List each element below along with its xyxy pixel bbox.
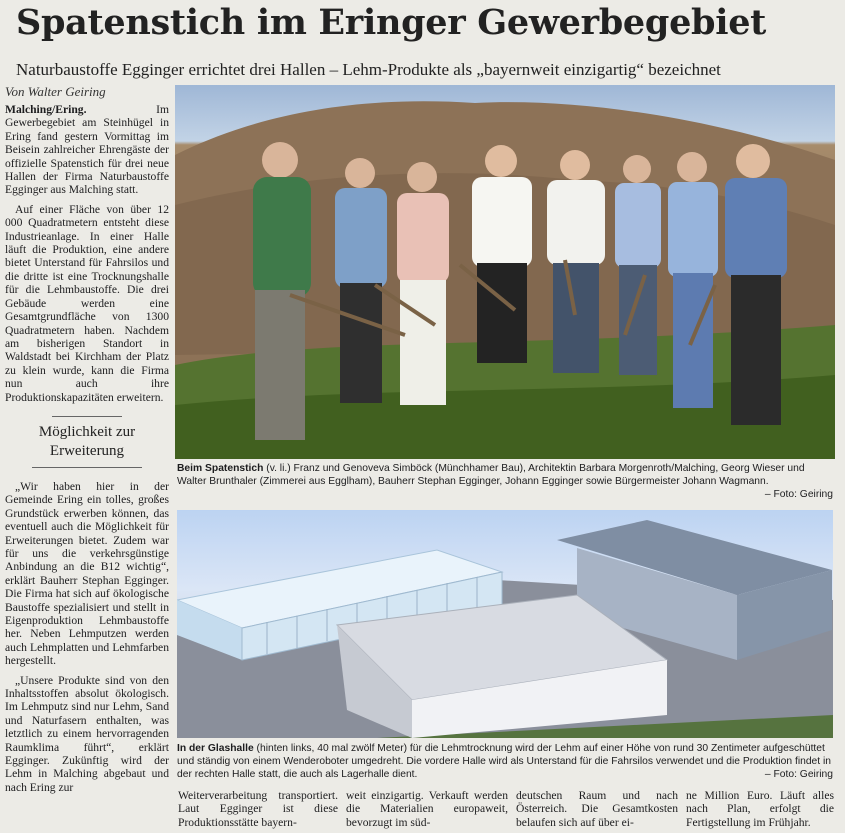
- article-paragraph: „Wir haben hier in der Gemeinde Ering ein tolles, großes Grundstück erwerben können, das eventuell auch die Möglichkeit für Erweiterungen bietet. Zudem war für uns die verkehrsgünstige Anbindung an die B12 wichtig“, erklärt Bauherr Stephan Egginger. Die Firma hat sich auf ökologische Baustoffe spezialisiert und stellt in Eigenproduktion Lehmbaustoffe her. Neben Lehmputzen werden auch Lehmplatten und Lehmfarben hergestellt.: [5, 479, 169, 668]
- subheadline: Naturbaustoffe Egginger errichtet drei Hallen – Lehm-Produkte als „bayernweit einzigartig“ bezeichnet: [16, 60, 721, 79]
- groundbreaking-photo: [175, 85, 835, 459]
- dateline: Malching/Ering.: [5, 103, 87, 116]
- article-paragraph: [5, 103, 169, 197]
- article-continuation-4: ne Million Euro. Läuft alles nach Plan, erfolgt die Fertigstellung im Frühjahr.: [686, 789, 834, 829]
- groundbreaking-scene: [175, 85, 835, 459]
- paragraph-text: Im Gewerbegebiet am Steinhügel in Ering fand gestern Vormittag im Beisein zahlreicher Ehrengäste der offizielle Spatenstich für drei neue Hallen der Firma Naturbaustoffe Egginger aus Malching statt.: [5, 103, 169, 197]
- caption-text: (hinten links, 40 mal zwölf Meter) für die Lehmtrocknung wird der Lehm auf einer Höhe von rund 30 Zentimeter aufgeschüttet und ständig von einem Wenderoboter umgedreht. Die vordere Halle wird als Unterstand für die Fahrsilos verwendet und die Produktion findet in der rechten Halle statt, die auch als Lagerhalle dient.: [177, 743, 832, 780]
- headline: Spatenstich im Eringer Gewerbegebiet: [16, 2, 767, 43]
- byline: Von Walter Geiring: [5, 84, 106, 99]
- article-continuation-2: weit einzigartig. Verkauft werden die Materialien europaweit, bevorzugt im süd-: [346, 789, 508, 829]
- person: [668, 152, 718, 408]
- person: [253, 142, 311, 440]
- person: [335, 158, 387, 403]
- caption-text: (v. li.) Franz und Genoveva Simböck (Münchhamer Bau), Architektin Barbara Morgenroth/Malching, Georg Wieser und Walter Brunthaler (Zimmerei aus Egglham), Bauherr Stephan Egginger, Johann Egginger sowie Bürgermeister Johann Wagmann.: [177, 463, 805, 487]
- article-continuation-1: Weiterverarbeitung transportiert. Laut Egginger ist diese Produktionsstätte bayern-: [178, 789, 338, 829]
- photo-credit: – Foto: Geiring: [764, 489, 833, 500]
- site-rendering-image: [177, 510, 833, 738]
- photo-credit: – Foto: Geiring: [764, 769, 833, 780]
- caption-lead: In der Glashalle: [177, 743, 254, 754]
- subheading-block: [5, 416, 169, 468]
- hall-rendering: [177, 510, 833, 738]
- photo-caption-1: [177, 462, 833, 501]
- person: [725, 144, 787, 425]
- photo-caption-2: [177, 742, 833, 781]
- article-left-column: [5, 103, 169, 800]
- article-paragraph: „Unsere Produkte sind von den Inhaltsstoffen absolut ökologisch. Im Lehmputz sind nur Lehm, Sand und Naturfasern enthalten, was letztlich zu einem hervorragenden Raumklima führt“, erklärt Egginger. Zukünftig wird der Lehm in Malching abgebaut und nach Ering zur: [5, 673, 169, 794]
- divider: [52, 416, 122, 417]
- person: [397, 162, 449, 405]
- person: [472, 145, 532, 363]
- article-paragraph: Auf einer Fläche von über 12 000 Quadratmetern entsteht diese Industrieanlage. In einer Halle läuft die Produktion, eine andere bietet Unterstand für Fahrsilos und die dritte ist eine Trocknungshalle für die Lehmbaustoffe. Die drei Gebäude werden eine Gesamtgrundfläche von 1300 Quadratmetern haben. Nachdem am bisherigen Standort in Waldstadt bei Kirchham der Platz zu klein wurde, kann die Firma nun auch ihre Produktionskapazitäten erweitern.: [5, 202, 169, 404]
- person: [615, 155, 661, 375]
- caption-lead: Beim Spatenstich: [177, 463, 264, 474]
- person: [547, 150, 605, 373]
- divider: [32, 467, 142, 468]
- subheading: Möglichkeit zur Erweiterung: [38, 423, 136, 459]
- article-continuation-3: deutschen Raum und nach Österreich. Die Gesamtkosten belaufen sich auf über ei-: [516, 789, 678, 829]
